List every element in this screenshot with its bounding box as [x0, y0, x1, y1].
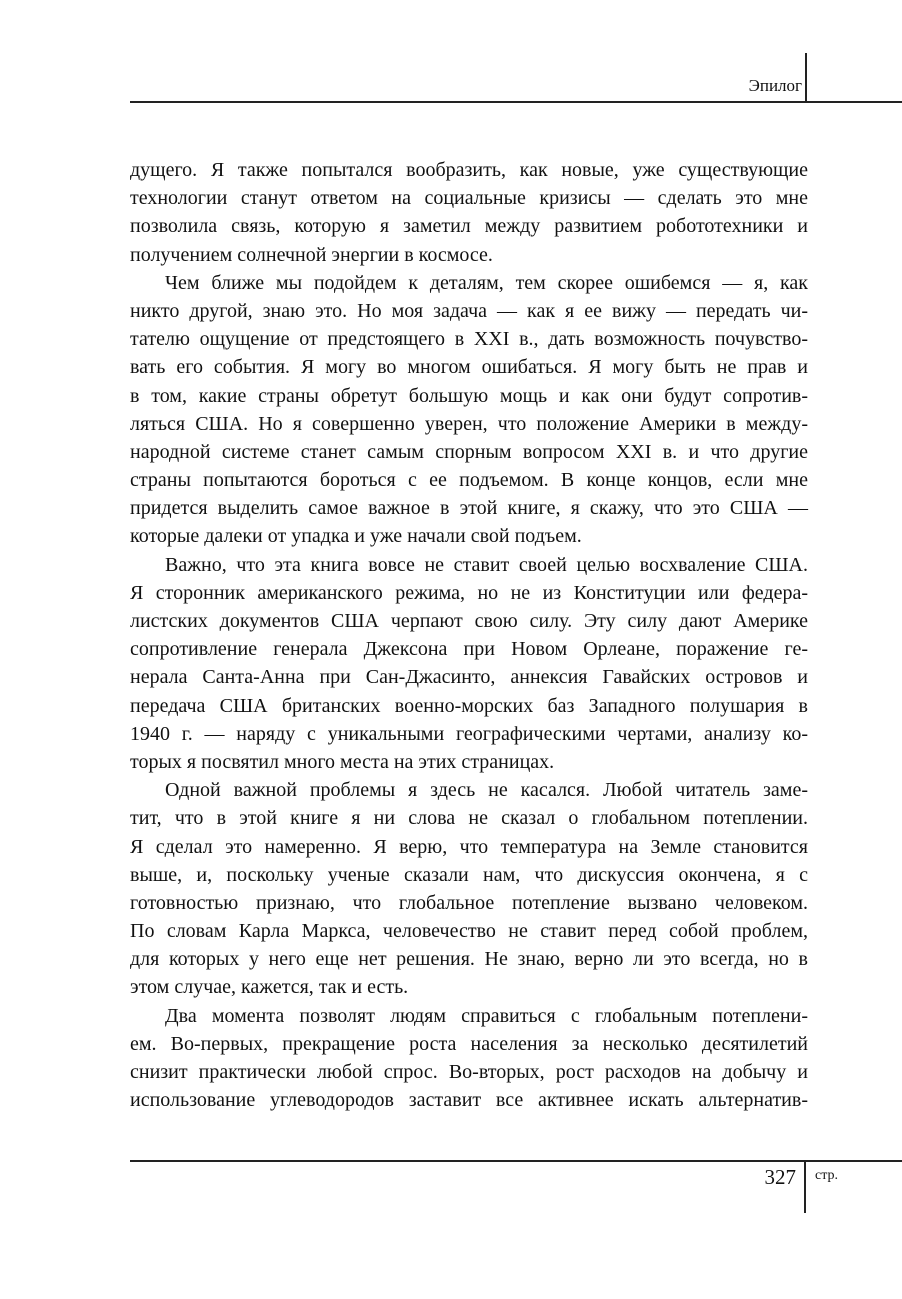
text-line: использование углеводородов заставит все активнее искать альтернатив-	[130, 1089, 808, 1112]
text-line: никто другой, знаю это. Но моя задача — как я ее вижу — передать чи-	[130, 299, 808, 322]
header-rule	[130, 101, 902, 103]
text-line: получением солнечной энергии в космосе.	[130, 243, 493, 266]
text-line: которые далеки от упадка и уже начали свой подъем.	[130, 525, 582, 548]
text-line: сопротивление генерала Джексона при Новом Орлеане, поражение ге-	[130, 638, 808, 661]
text-line: Важно, что эта книга вовсе не ставит своей целью восхваление США.	[165, 553, 808, 576]
page-number: 327	[764, 1165, 796, 1189]
text-line: ляться США. Но я совершенно уверен, что положение Америки в между-	[130, 412, 808, 435]
header-vertical-rule	[805, 53, 807, 103]
text-line: тателю ощущение от предстоящего в XXI в., дать возможность почувство-	[130, 328, 808, 351]
text-line: Я сделал это намеренно. Я верю, что температура на Земле становится	[130, 835, 808, 858]
footer-vertical-rule	[804, 1160, 806, 1213]
text-line: народной системе станет самым спорным вопросом XXI в. и что другие	[130, 440, 808, 463]
text-line: страны попытаются бороться с ее подъемом. В конце концов, если мне	[130, 469, 808, 492]
page-label: стр.	[815, 1168, 839, 1183]
text-line: 1940 г. — наряду с уникальными географическими чертами, анализу ко-	[130, 722, 808, 745]
text-line: Чем ближе мы подойдем к деталям, тем скорее ошибемся — я, как	[165, 271, 808, 294]
text-line: По словам Карла Маркса, человечество не ставит перед собой проблем,	[130, 920, 808, 943]
text-line: нерала Санта-Анна при Сан-Джасинто, аннексия Гавайских островов и	[130, 666, 808, 689]
text-line: тит, что в этой книге я ни слова не сказал о глобальном потеплении.	[130, 807, 808, 830]
text-line: торых я посвятил много места на этих страницах.	[130, 750, 555, 773]
text-line: для которых у него еще нет решения. Не знаю, верно ли это всегда, но в	[130, 948, 808, 971]
text-line: Два момента позволят людям справиться с глобальным потеплени-	[165, 1004, 808, 1027]
text-line: позволила связь, которую я заметил между развитием робототехники и	[130, 215, 808, 238]
text-line: вать его события. Я могу во многом ошибаться. Я могу быть не прав и	[130, 356, 808, 379]
paragraph	[130, 776, 808, 1002]
text-line: Я сторонник американского режима, но не из Конституции или федера-	[130, 581, 808, 604]
text-line: придется выделить самое важное в этой книге, я скажу, что это США —	[130, 497, 808, 520]
text-line: этом случае, кажется, так и есть.	[130, 976, 409, 999]
paragraph	[130, 551, 808, 777]
paragraph	[130, 269, 808, 551]
section-title: Эпилог	[748, 76, 802, 95]
paragraph	[130, 156, 808, 269]
text-line: передача США британских военно-морских баз Западного полушария в	[130, 694, 808, 717]
text-line: ем. Во-первых, прекращение роста населения за несколько десятилетий	[130, 1032, 808, 1055]
text-line: листских документов США черпают свою силу. Эту силу дают Америке	[130, 610, 808, 632]
text-line: дущего. Я также попытался вообразить, как новые, уже существующие	[130, 159, 808, 181]
text-line: Одной важной проблемы я здесь не касался. Любой читатель заме-	[165, 779, 808, 802]
text-line: в том, какие страны обретут большую мощь и как они будут сопротив-	[130, 384, 808, 407]
footer-rule	[130, 1160, 902, 1162]
text-line: технологии станут ответом на социальные кризисы — сделать это мне	[130, 187, 808, 210]
text-line: готовностью признаю, что глобальное потепление вызвано человеком.	[130, 891, 808, 914]
text-line: выше, и, поскольку ученые сказали нам, что дискуссия окончена, я с	[130, 863, 808, 886]
body-text	[130, 156, 808, 1114]
text-line: снизит практически любой спрос. Во-вторых, рост расходов на добычу и	[130, 1061, 808, 1083]
paragraph	[130, 1002, 808, 1115]
